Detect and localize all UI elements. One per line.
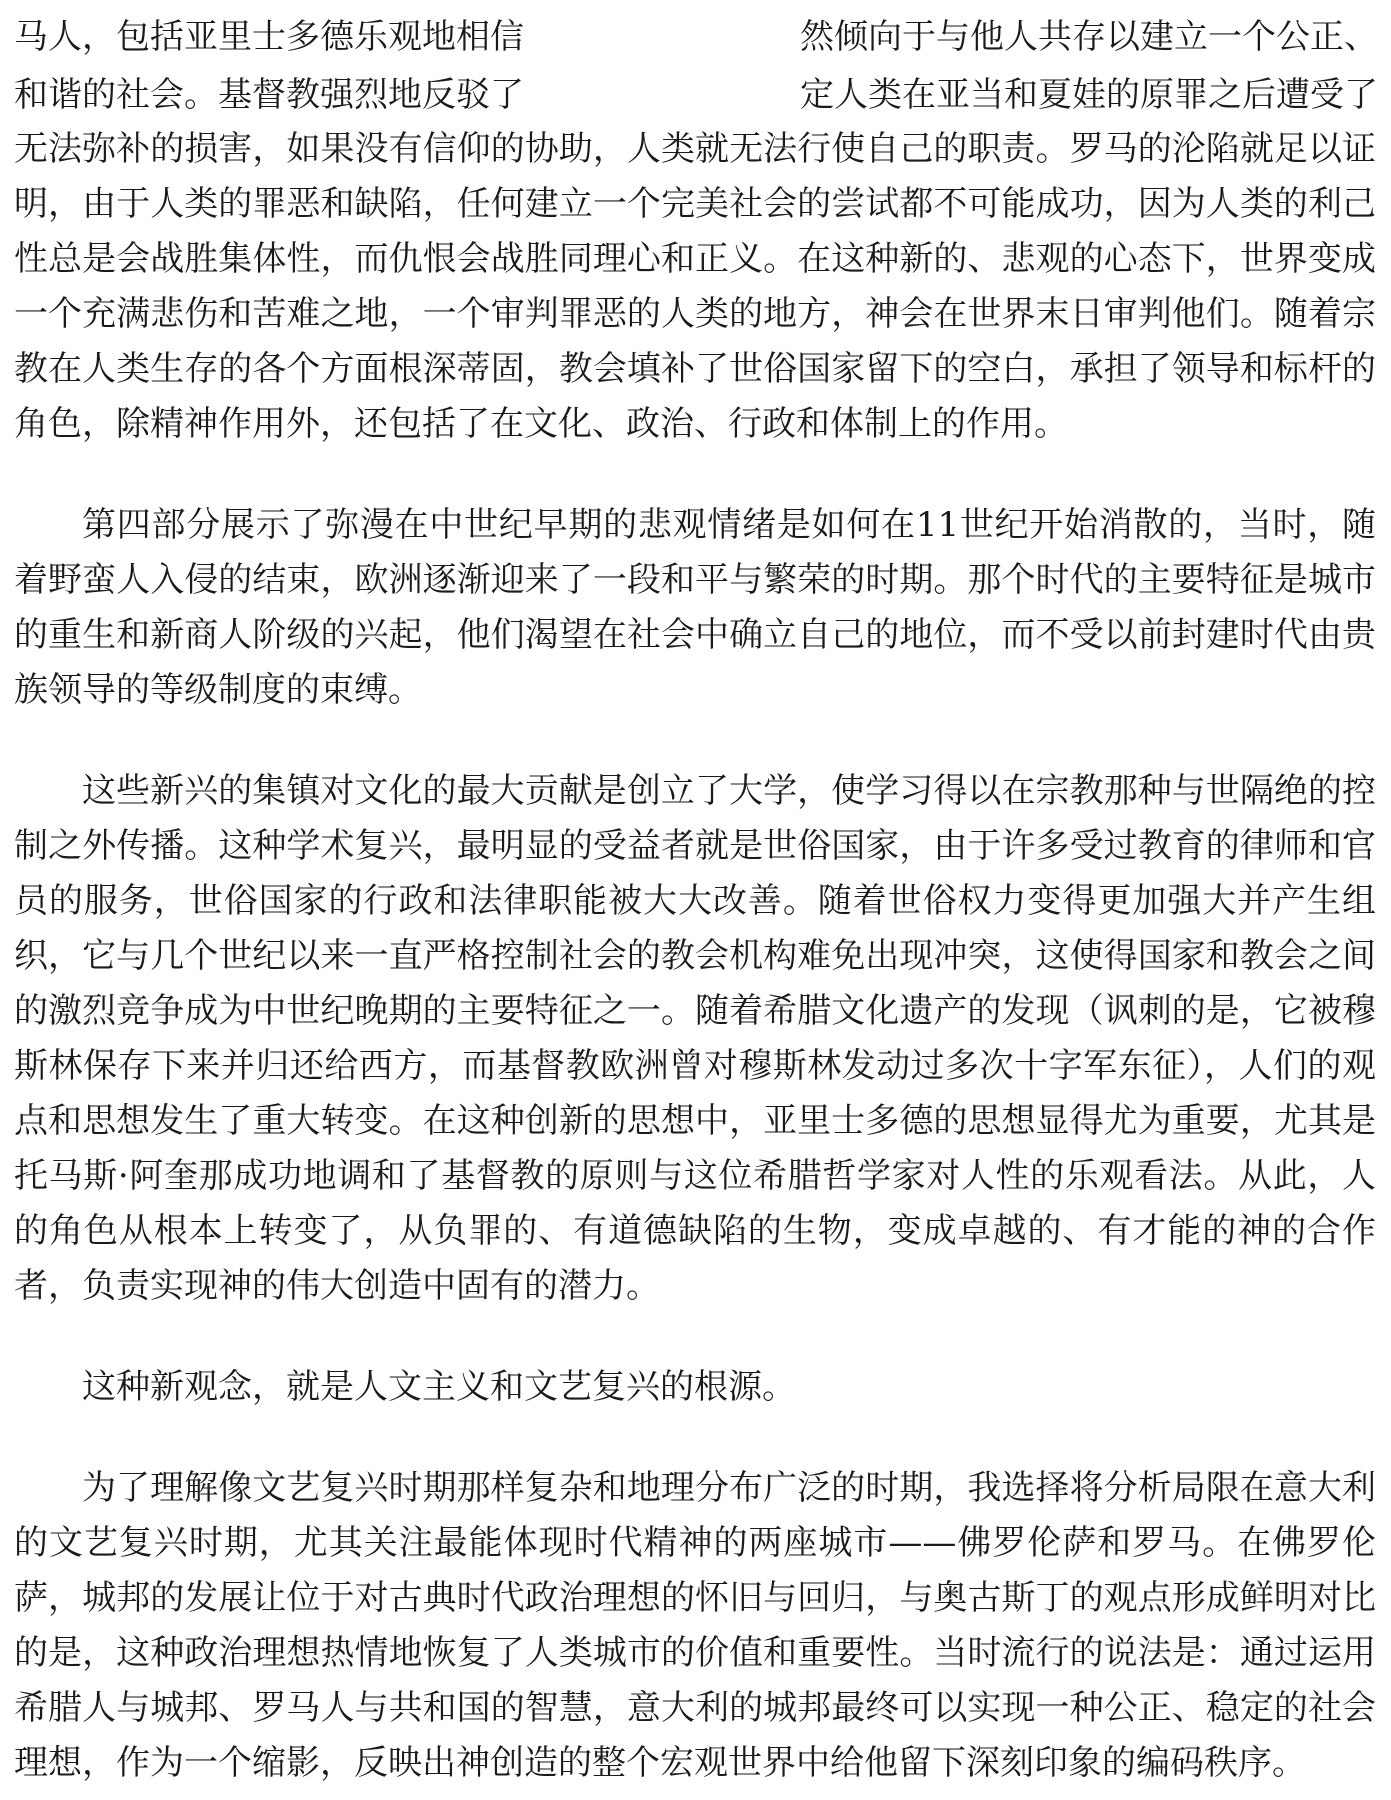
top-line-1-right: 然倾向于与他人共存以建立一个公正、: [800, 17, 1378, 57]
document-page: [14, 14, 1376, 1791]
top-split-lines: [14, 14, 1376, 124]
paragraph-part-four: 第四部分展示了弥漫在中世纪早期的悲观情绪是如何在11世纪开始消散的，当时，随着野蛮人入侵的结束，欧洲逐渐迎来了一段和平与繁荣的时期。那个时代的主要特征是城市的重生和新商人阶级的兴起，他们渴望在社会中确立自己的地位，而不受以前封建时代由贵族领导的等级制度的束缚。: [14, 505, 1376, 710]
top-line-2: [14, 72, 1376, 118]
top-line-1: [14, 14, 1376, 60]
top-line-2-right: 定人类在亚当和夏娃的原罪之后遭受了: [800, 75, 1378, 115]
top-line-2-left: 和谐的社会。基督教强烈地反驳了: [14, 75, 524, 115]
paragraph-humanism-roots: 这种新观念，就是人文主义和文艺复兴的根源。: [82, 1367, 796, 1407]
paragraph-universities: 这些新兴的集镇对文化的最大贡献是创立了大学，使学习得以在宗教那种与世隔绝的控制之外传播。这种学术复兴，最明显的受益者就是世俗国家，由于许多受过教育的律师和官员的服务，世俗国家的行政和法律职能被大大改善。随着世俗权力变得更加强大并产生组织，它与几个世纪以来一直严格控制社会的教会机构难免出现冲突，这使得国家和教会之间的激烈竞争成为中世纪晚期的主要特征之一。随着希腊文化遗产的发现（讽刺的是，它被穆斯林保存下来并归还给西方，而基督教欧洲曾对穆斯林发动过多次十字军东征），人们的观点和思想发生了重大转变。在这种创新的思想中，亚里士多德的思想显得尤为重要，尤其是托马斯·阿奎那成功地调和了基督教的原则与这位希腊哲学家对人性的乐观看法。从此，人的角色从根本上转变了，从负罪的、有道德缺陷的生物，变成卓越的、有才能的神的合作者，负责实现神的伟大创造中固有的潜力。: [14, 771, 1376, 1306]
paragraph-italian-renaissance: 为了理解像文艺复兴时期那样复杂和地理分布广泛的时期，我选择将分析局限在意大利的文艺复兴时期，尤其关注最能体现时代精神的两座城市——佛罗伦萨和罗马。在佛罗伦萨，城邦的发展让位于对古典时代政治理想的怀旧与回归，与奥古斯丁的观点形成鲜明对比的是，这种政治理想热情地恢复了人类城市的价值和重要性。当时流行的说法是：通过运用希腊人与城邦、罗马人与共和国的智慧，意大利的城邦最终可以实现一种公正、稳定的社会理想，作为一个缩影，反映出神创造的整个宏观世界中给他留下深刻印象的编码秩序。: [14, 1468, 1376, 1783]
top-line-1-left: 马人，包括亚里士多德乐观地相信: [14, 17, 524, 57]
continuation-paragraph: 无法弥补的损害，如果没有信仰的协助，人类就无法行使自己的职责。罗马的沦陷就足以证明，由于人类的罪恶和缺陷，任何建立一个完美社会的尝试都不可能成功，因为人类的利己性总是会战胜集体性，而仇恨会战胜同理心和正义。在这种新的、悲观的心态下，世界变成一个充满悲伤和苦难之地，一个审判罪恶的人类的地方，神会在世界末日审判他们。随着宗教在人类生存的各个方面根深蒂固，教会填补了世俗国家留下的空白，承担了领导和标杆的角色，除精神作用外，还包括了在文化、政治、行政和体制上的作用。: [14, 129, 1376, 444]
